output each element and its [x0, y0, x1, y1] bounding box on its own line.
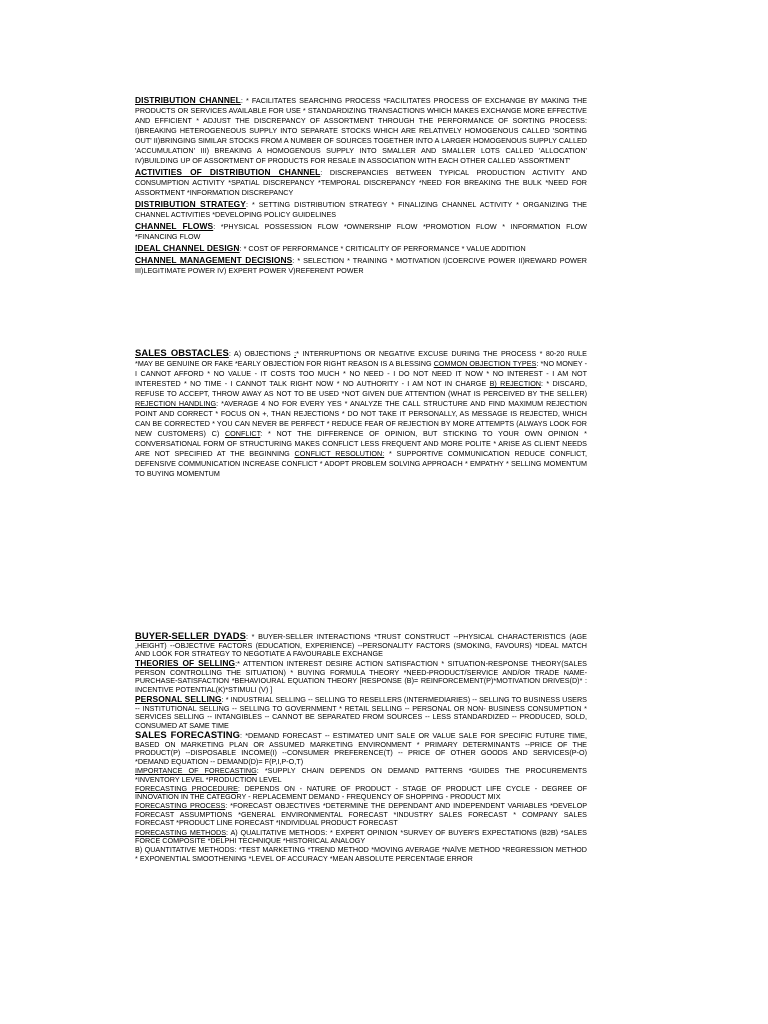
distribution-section — [135, 95, 587, 277]
channel-flows-text: : *PHYSICAL POSSESSION FLOW *OWNERSHIP FLOW *PROMOTION FLOW * INFORMATION FLOW *FINANCING FLOW — [135, 222, 587, 241]
buyer-seller-heading: BUYER-SELLER DYADS — [135, 630, 246, 641]
sales-text-3: : *NO MONEY - I CANNOT AFFORD * NO VALUE - IT COSTS TOO MUCH * NO NEED - I DO NOT NEED IT NOW * NO INTEREST - I AM NOT INTERESTED * NO TIME - I CANNOT TALK RIGHT NOW * NO AUTHORITY - I AM NOT IN CHARGE — [135, 359, 587, 388]
forecasting-procedure-paragraph — [135, 785, 587, 802]
importance-paragraph — [135, 767, 587, 784]
forecasting-process-paragraph — [135, 802, 587, 828]
forecasting-process-heading: FORECASTING PROCESS — [135, 801, 226, 811]
distribution-strategy-heading: DISTRIBUTION STRATEGY — [135, 199, 246, 209]
rejection-handling-heading: REJECTION HANDLING — [135, 399, 217, 408]
channel-management-heading: CHANNEL MANAGEMENT DECISIONS — [135, 255, 293, 265]
sales-text-1: : A) OBJECTIONS — [228, 349, 295, 358]
forecasting-procedure-text: : DEPENDS ON - NATURE OF PRODUCT - STAGE OF PRODUCT LIFE CYCLE - DEGREE OF INNOVATION IN THE CATEGORY - REPLACEMENT DEMAND - FREQUENCY OF SHOPPING - PRODUCT MIX — [135, 783, 587, 802]
forecasting-process-text: : *FORECAST OBJECTIVES *DETERMINE THE DEPENDANT AND INDEPENDENT VARIABLES *DEVELOP FORECAST ASSUMPTIONS *GENERAL ENVIRONMENTAL FORECAST *INDUSTRY SALES FORECAST * COMPANY SALES FORECAST *PRODUCT LINE FORECAST *INDIVIDUAL PRODUCT FORECAST — [135, 801, 588, 828]
activities-paragraph — [135, 167, 587, 198]
buyer-seller-section — [135, 632, 587, 864]
importance-heading: IMPORTANCE OF FORECASTING — [135, 765, 257, 775]
common-objection-types-heading: COMMON OBJECTION TYPES — [433, 359, 537, 368]
buyer-seller-paragraph — [135, 632, 587, 659]
personal-selling-paragraph — [135, 695, 587, 730]
theories-text: :* ATTENTION INTEREST DESIRE ACTION SATISFACTION * SITUATION-RESPONSE THEORY(SALES PERSON CONTROLLING THE SITUATION) * BUYING FORMULA THEORY *NEED-PRODUCT/SERVICE AND/OR TRADE NAME-PURCHASE-SATISFACTION *BEHAVIOURAL EQUATION THEORY [RESPONSE (B)= REINFORCEMENT(P)*MOTIVATION DRIVES(D)* : INCENTIVE POTENTIAL(K)*STIMULI (V) ] — [135, 659, 587, 695]
theories-heading: THEORIES OF SELLING — [135, 658, 236, 669]
sales-underlined-colon: : — [294, 349, 297, 358]
theories-paragraph — [135, 659, 587, 694]
sales-forecasting-text: : *DEMAND FORECAST -- ESTIMATED UNIT SALE OR VALUE SALE FOR SPECIFIC FUTURE TIME, BASED ON MARKETING PLAN OR ASSUMED MARKETING ENVIRONMENT * PRIMARY DETERMINANTS --PRICE OF THE PRODUCT(P) --DISPOSABLE INCOME(I) --CONSUMER PREFERENCE(T) -- PRICE OF OTHER GOODS AND SERVICES(P-O) *DEMAND EQUATION -- DEMAND(D)= F(P,I,P-O,T) — [135, 731, 588, 766]
buyer-seller-text: : * BUYER-SELLER INTERACTIONS *TRUST CONSTRUCT --PHYSICAL CHARACTERISTICS (AGE ,HEIGHT) --OBJECTIVE FACTORS (EDUCATION, EXPERIENCE) --PERSONALITY FACTORS (SMOKING, FAVOURS) *IDEAL MATCH AND LOOK FOR STRATEGY TO NEGOTIATE A FAVOURABLE EXCHANGE — [135, 632, 587, 659]
forecasting-procedure-heading: FORECASTING PROCEDURE — [135, 783, 238, 793]
ideal-channel-heading: IDEAL CHANNEL DESIGN — [135, 243, 240, 253]
channel-management-text: : * SELECTION * TRAINING * MOTIVATION I)COERCIVE POWER II)REWARD POWER III)LEGITIMATE POWER IV) EXPERT POWER V)REFERENT POWER — [135, 256, 587, 275]
channel-flows-heading: CHANNEL FLOWS — [135, 221, 214, 231]
conflict-heading: CONFLICT — [224, 429, 261, 438]
activities-heading: ACTIVITIES OF DISTRIBUTION CHANNEL — [135, 167, 321, 177]
sales-text-7: * SUPPORTIVE COMMUNICATION REDUCE CONFLICT, DEFENSIVE COMMUNICATION INCREASE CONFLICT * ADOPT PROBLEM SOLVING APPROACH * EMPATHY * SELLING MOMENTUM TO BUYING MOMENTUM — [135, 449, 587, 478]
sales-text-5: : *AVERAGE 4 NO FOR EVERY YES * ANALYZE THE CALL STRUCTURE AND FIND MAXIMUM REJECTION POINT AND CORRECT * FOCUS ON +, THAN REJECTIONS * DO NOT TAKE IT PERSONALLY, AS MESSAGE IS REJECTED, WHICH CAN BE CORRECTED * YOU CAN NEVER BE PERFECT * REDUCE FEAR OF REJECTION BY MORE ATTEMPTS (ALWAYS LOOK FOR NEW CUSTOMERS) C) — [135, 399, 588, 438]
forecasting-methods-paragraph — [135, 829, 587, 846]
distribution-strategy-text: : * SETTING DISTRIBUTION STRATEGY * FINALIZING CHANNEL ACTIVITY * ORGANIZING THE CHANNEL ACTIVITIES *DEVELOPING POLICY GUIDELINES — [135, 200, 587, 219]
personal-selling-heading: PERSONAL SELLING — [135, 694, 222, 705]
rejection-heading: B) REJECTION — [489, 379, 542, 388]
sales-obstacles-paragraph — [135, 348, 587, 479]
quantitative-methods-text: B) QUANTITATIVE METHODS: *TEST MARKETING *TREND METHOD *MOVING AVERAGE *NAÏVE METHOD *REGRESSION METHOD * EXPONENTIAL SMOOTHENING *LEVEL OF ACCURACY *MEAN ABSOLUTE PERCENTAGE ERROR — [135, 845, 587, 863]
sales-obstacles-section — [135, 348, 587, 480]
channel-management-paragraph — [135, 255, 587, 276]
forecasting-methods-heading: FORECASTING METHODS — [135, 827, 227, 837]
activities-text: : DISCREPANCIES BETWEEN TYPICAL PRODUCTION ACTIVITY AND CONSUMPTION ACTIVITY *SPATIAL DISCREPANCY *TEMPORAL DISCREPANCY *NEED FOR BREAKING THE BULK *NEED FOR ASSORTMENT *INFORMATION DISCREPANCY — [135, 168, 587, 197]
personal-selling-text: : * INDUSTRIAL SELLING -- SELLING TO RESELLERS (INTERMEDIARIES) -- SELLING TO BUSINESS USERS -- INSTITUTIONAL SELLING -- SELLING TO GOVERNMENT * RETAIL SELLING -- PERSONAL OR NON- BUSINESS CONSUMPTION * SERVICES SELLING -- INTANGIBLES -- CANNOT BE SEPARATED FROM SOURCES -- LESS STANDARDIZED -- PRODUCED, SOLD, CONSUMED AT SAME TIME — [135, 695, 587, 730]
sales-text-4: : * DISCARD, REFUSE TO ACCEPT, THROW AWAY AS NOT TO BE USED *NOT GIVEN DUE ATTENTION (WHAT IS PERCEIVED BY THE SELLER) — [135, 379, 588, 398]
distribution-channel-text: : * FACILITATES SEARCHING PROCESS *FACILITATES PROCESS OF EXCHANGE BY MAKING THE PRODUCTS OR SERVICES AVAILABLE FOR USE * STANDARDIZING TRANSACTIONS WHICH MAKES EXCHANGE MORE EFFECTIVE AND EFFICIENT * ADJUST THE DISCREPANCY OF ASSORTMENT THROUGH THE PERFORMANCE OF SORTING PROCESS: I)BREAKING HETEROGENEOUS SUPPLY INTO SEPARATE STOCKS WHICH ARE RELATIVELY HOMOGENOUS CALLED 'SORTING OUT' II)BRINGING SIMILAR STOCKS FROM A NUMBER OF SOURCES TOGETHER INTO A LARGER HOMOGENOUS SUPPLY CALLED 'ACCUMULATION' III) BREAKING A HOMOGENOUS SUPPLY INTO SMALLER AND SMALLER LOTS CALLED 'ALLOCATION' IV)BUILDING UP OF ASSORTMENT OF PRODUCTS FOR RESALE IN ASSOCIATION WITH EACH OTHER CALLED 'ASSORTMENT' — [135, 96, 588, 165]
sales-obstacles-heading: SALES OBSTACLES — [135, 347, 229, 358]
ideal-channel-text: : * COST OF PERFORMANCE * CRITICALITY OF PERFORMANCE * VALUE ADDITION — [239, 244, 526, 253]
importance-text: : *SUPPLY CHAIN DEPENDS ON DEMAND PATTERNS *GUIDES THE PROCUREMENTS *INVENTORY LEVEL *PRODUCTION LEVEL — [135, 765, 587, 784]
sales-forecasting-paragraph — [135, 731, 587, 766]
ideal-channel-paragraph — [135, 243, 587, 254]
sales-text-2: * INTERRUPTIONS OR NEGATIVE EXCUSE DURING THE PROCESS * 80-20 RULE *MAY BE GENUINE OR FAKE *EARLY OBJECTION FOR RIGHT REASON IS A BLESSING — [135, 349, 587, 368]
distribution-channel-paragraph — [135, 95, 587, 166]
forecasting-methods-text: : A) QUALITATIVE METHODS: * EXPERT OPINION *SURVEY OF BUYER'S EXPECTATIONS (B2B) *SALES FORCE COMPOSITE *DELPHI TECHNIQUE *HISTORICAL ANALOGY — [135, 827, 587, 846]
conflict-resolution-heading: CONFLICT RESOLUTION: — [294, 449, 385, 458]
distribution-channel-heading: DISTRIBUTION CHANNEL — [135, 95, 241, 105]
sales-forecasting-heading: SALES FORECASTING — [135, 729, 240, 741]
sales-text-6: : * NOT THE DIFFERENCE OF OPINION, BUT STICKING TO YOUR OWN OPINION * CONVERSATIONAL FORM OF STRUCTURING MAKES CONFLICT LESS FREQUENT AND MORE POLITE * ARISE AS CLIENT NEEDS ARE NOT SPECIFIED AT THE BEGINNING — [135, 429, 588, 458]
distribution-strategy-paragraph — [135, 199, 587, 220]
quantitative-methods-paragraph — [135, 846, 587, 863]
channel-flows-paragraph — [135, 221, 587, 242]
